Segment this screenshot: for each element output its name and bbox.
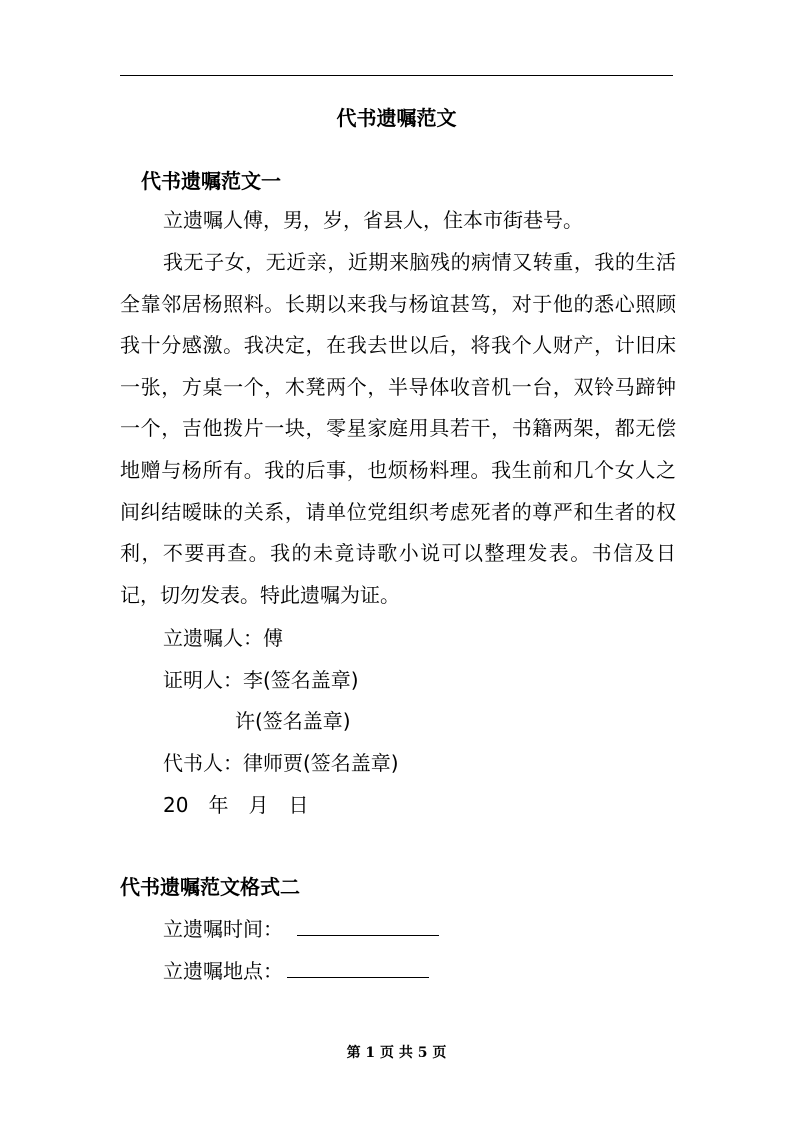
witness-line-1: 证明人：李(签名盖章) bbox=[163, 668, 359, 692]
document-title: 代书遗嘱范文 bbox=[336, 106, 457, 130]
will-time-blank bbox=[297, 915, 439, 936]
will-time-label: 立遗嘱时间： bbox=[163, 917, 283, 941]
section1-body-paragraph: 我无子女，无近亲，近期来脑残的病情又转重，我的生活全靠邻居杨照料。长期以来我与杨谊甚笃，对于他的悉心照顾我十分感激。我决定，在我去世以后，将我个人财产，计旧床一张，方桌一个，木凳两个，半导体收音机一台，双铃马蹄钟一个，吉他拨片一块，零星家庭用具若干，书籍两架，都无偿地赠与杨所有。我的后事，也烦杨料理。我生前和几个女人之间纠结暧昧的关系，请单位党组织考虑死者的尊严和生者的权利，不要再查。我的未竟诗歌小说可以整理发表。书信及日记，切勿发表。特此遗嘱为证。 bbox=[120, 250, 676, 607]
header-rule bbox=[120, 75, 673, 76]
testator-signature-line: 立遗嘱人：傅 bbox=[163, 626, 283, 650]
section1-intro-paragraph: 立遗嘱人傅，男，岁，省县人，住本市街巷号。 bbox=[163, 208, 583, 232]
section1-heading: 代书遗嘱范文一 bbox=[141, 169, 281, 193]
will-place-field bbox=[163, 957, 429, 985]
will-place-blank bbox=[287, 957, 429, 978]
section2-heading: 代书遗嘱范文格式二 bbox=[120, 875, 300, 899]
will-place-label: 立遗嘱地点： bbox=[163, 959, 283, 983]
page-number-footer: 第 1 页 共 5 页 bbox=[346, 1045, 447, 1061]
will-time-field bbox=[163, 915, 439, 943]
writer-signature-line: 代书人：律师贾(签名盖章) bbox=[163, 751, 399, 775]
date-line: 20 年 月 日 bbox=[163, 793, 309, 817]
witness-line-2: 许(签名盖章) bbox=[235, 709, 351, 733]
